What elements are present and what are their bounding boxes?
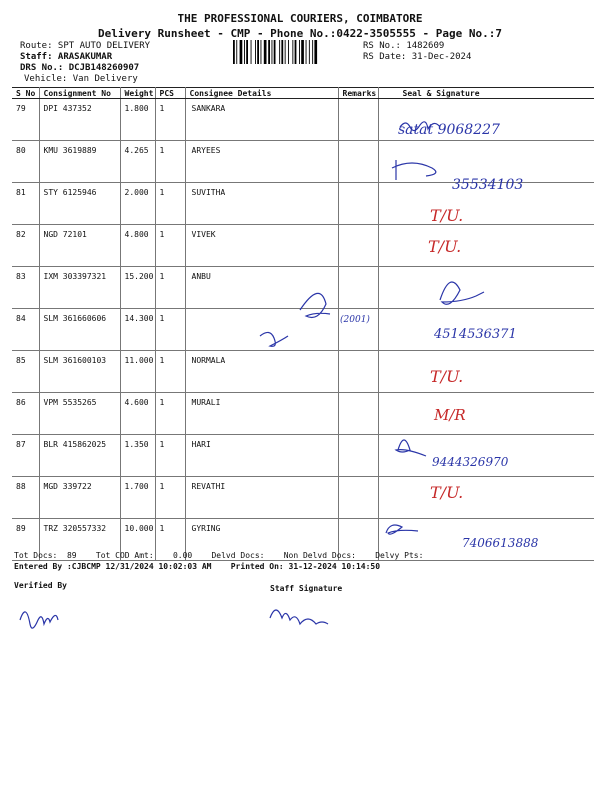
- cell-signature: [378, 267, 594, 309]
- cell-consignment: KMU 3619889: [39, 141, 120, 183]
- cell-sno: 88: [12, 477, 39, 519]
- cell-consignment: VPM 5535265: [39, 393, 120, 435]
- table-row: [12, 351, 594, 393]
- cell-consignment: SLM 361660606: [39, 309, 120, 351]
- hw-81: T/U.: [430, 206, 464, 225]
- cell-weight: 11.000: [120, 351, 155, 393]
- hw-80: 35534103: [452, 177, 524, 193]
- cell-remarks: [338, 393, 378, 435]
- vehicle-text: Vehicle: Van Delivery: [24, 74, 138, 84]
- barcode-bar: [279, 40, 280, 64]
- table-row: [12, 99, 594, 141]
- cell-weight: 1.350: [120, 435, 155, 477]
- cell-pcs: 1: [155, 351, 185, 393]
- cell-pcs: 1: [155, 393, 185, 435]
- hw-88: T/U.: [430, 483, 464, 502]
- rs-number: RS No.: 1482609: [363, 41, 445, 51]
- col-header-pcs: PCS: [155, 88, 185, 99]
- staff-signature: [270, 610, 328, 624]
- cell-sno: 81: [12, 183, 39, 225]
- cell-consignee: REVATHI: [185, 477, 338, 519]
- cell-consignment: TRZ 320557332: [39, 519, 120, 561]
- cell-pcs: 1: [155, 309, 185, 351]
- cell-signature: [378, 477, 594, 519]
- barcode-bar: [314, 40, 317, 64]
- barcode-bar: [299, 40, 300, 64]
- staff-signature-label: Staff Signature: [270, 584, 343, 593]
- cell-signature: [378, 393, 594, 435]
- barcode: [233, 40, 358, 64]
- cell-consignee: GYRING: [185, 519, 338, 561]
- cell-consignee: VIVEK: [185, 225, 338, 267]
- cell-signature: [378, 309, 594, 351]
- cell-remarks: [338, 225, 378, 267]
- barcode-bar: [288, 40, 289, 64]
- table-row: [12, 225, 594, 267]
- col-header-sno: S No: [12, 88, 39, 99]
- col-header-consignee: Consignee Details: [185, 88, 338, 99]
- cell-consignee: MURALI: [185, 393, 338, 435]
- cell-consignment: BLR 415862025: [39, 435, 120, 477]
- cell-consignee: ANBU: [185, 267, 338, 309]
- cell-consignment: IXM 303397321: [39, 267, 120, 309]
- barcode-bar: [240, 40, 243, 64]
- cell-remarks: [338, 477, 378, 519]
- staff-text: Staff: ARASAKUMAR: [20, 52, 113, 62]
- hw-89: 7406613888: [462, 536, 539, 550]
- company-title: THE PROFESSIONAL COURIERS, COIMBATORE: [177, 12, 423, 25]
- table-row: [12, 267, 594, 309]
- cell-signature: [378, 141, 594, 183]
- cell-pcs: 1: [155, 141, 185, 183]
- hw-86: M/R: [434, 406, 466, 424]
- col-header-remarks: Remarks: [338, 88, 378, 99]
- cell-remarks: [338, 351, 378, 393]
- table-row: [12, 309, 594, 351]
- drs-number: DRS No.: DCJB148260907: [20, 63, 140, 73]
- cell-sno: 80: [12, 141, 39, 183]
- cell-sno: 86: [12, 393, 39, 435]
- entered-line: Entered By :CJBCMP 12/31/2024 10:02:03 AM Printed On: 31-12-2024 10:14:50: [14, 562, 381, 571]
- cell-remarks: [338, 435, 378, 477]
- cell-weight: 1.700: [120, 477, 155, 519]
- cell-remarks: [338, 141, 378, 183]
- barcode-bar: [312, 40, 313, 64]
- cell-sno: 84: [12, 309, 39, 351]
- cell-pcs: 1: [155, 435, 185, 477]
- hw-87: 9444326970: [432, 455, 509, 469]
- cell-weight: 4.265: [120, 141, 155, 183]
- barcode-bar: [292, 40, 293, 64]
- runsheet-subtitle: Delivery Runsheet - CMP - Phone No.:0422-3505555 - Page No.:7: [98, 27, 502, 40]
- hw-84: 4514536371: [434, 327, 517, 342]
- verified-by-label: Verified By: [14, 581, 67, 590]
- cell-sno: 87: [12, 435, 39, 477]
- cell-signature: [378, 225, 594, 267]
- barcode-bar: [246, 40, 248, 64]
- col-header-signature: Seal & Signature: [378, 88, 594, 99]
- hw-84-remark: (2001): [340, 315, 370, 325]
- col-header-consignment: Consignment No: [39, 88, 120, 99]
- barcode-bar: [285, 40, 286, 64]
- verified-signature: [20, 612, 58, 628]
- cell-pcs: 1: [155, 225, 185, 267]
- barcode-bar: [257, 40, 259, 64]
- table-row: [12, 183, 594, 225]
- rs-date: RS Date: 31-Dec-2024: [363, 52, 472, 62]
- cell-signature: [378, 183, 594, 225]
- barcode-bar: [281, 40, 283, 64]
- cell-consignee: [185, 309, 338, 351]
- barcode-bar: [244, 40, 245, 64]
- cell-consignee: SUVITHA: [185, 183, 338, 225]
- cell-weight: 15.200: [120, 267, 155, 309]
- hw-82: T/U.: [428, 237, 462, 256]
- cell-consignment: NGD 72101: [39, 225, 120, 267]
- cell-signature: [378, 99, 594, 141]
- cell-signature: [378, 435, 594, 477]
- cell-signature: [378, 351, 594, 393]
- cell-pcs: 1: [155, 183, 185, 225]
- barcode-bar: [295, 40, 297, 64]
- barcode-bar: [272, 40, 273, 64]
- runsheet-table: [12, 87, 594, 561]
- barcode-bar: [233, 40, 235, 64]
- barcode-bar: [255, 40, 256, 64]
- cell-weight: 10.000: [120, 519, 155, 561]
- cell-consignee: HARI: [185, 435, 338, 477]
- table-row: [12, 393, 594, 435]
- barcode-bar: [306, 40, 307, 64]
- cell-consignment: STY 6125946: [39, 183, 120, 225]
- table-row: [12, 435, 594, 477]
- cell-sno: 82: [12, 225, 39, 267]
- route-text: Route: SPT AUTO DELIVERY: [20, 41, 151, 51]
- cell-remarks: [338, 267, 378, 309]
- barcode-bar: [261, 40, 262, 64]
- col-header-weight: Weight: [120, 88, 155, 99]
- cell-remarks: [338, 99, 378, 141]
- cell-consignee: ARYEES: [185, 141, 338, 183]
- cell-sno: 85: [12, 351, 39, 393]
- cell-consignment: MGD 339722: [39, 477, 120, 519]
- cell-pcs: 1: [155, 267, 185, 309]
- cell-sno: 79: [12, 99, 39, 141]
- cell-remarks: [338, 183, 378, 225]
- cell-consignment: DPI 437352: [39, 99, 120, 141]
- cell-sno: 89: [12, 519, 39, 561]
- barcode-bar: [251, 40, 252, 64]
- cell-sno: 83: [12, 267, 39, 309]
- barcode-bar: [268, 40, 270, 64]
- cell-consignment: SLM 361600103: [39, 351, 120, 393]
- barcode-bar: [236, 40, 237, 64]
- table-row: [12, 141, 594, 183]
- barcode-bar: [301, 40, 304, 64]
- barcode-bar: [274, 40, 276, 64]
- hw-79: satat 9068227: [398, 122, 500, 138]
- cell-consignee: SANKARA: [185, 99, 338, 141]
- barcode-bar: [264, 40, 267, 64]
- cell-weight: 14.300: [120, 309, 155, 351]
- cell-weight: 2.000: [120, 183, 155, 225]
- cell-consignee: NORMALA: [185, 351, 338, 393]
- cell-remarks: [338, 309, 378, 351]
- cell-pcs: 1: [155, 477, 185, 519]
- totals-line: Tot Docs: 89 Tot COD Amt: 0.00 Delvd Docs: Non Delvd Docs: Delvy Pts:: [14, 551, 424, 560]
- table-header-row: [12, 88, 594, 99]
- hw-85: T/U.: [430, 367, 464, 386]
- cell-weight: 4.800: [120, 225, 155, 267]
- cell-pcs: 1: [155, 519, 185, 561]
- table-row: [12, 477, 594, 519]
- cell-weight: 1.800: [120, 99, 155, 141]
- cell-weight: 4.600: [120, 393, 155, 435]
- barcode-bar: [309, 40, 310, 64]
- cell-pcs: 1: [155, 99, 185, 141]
